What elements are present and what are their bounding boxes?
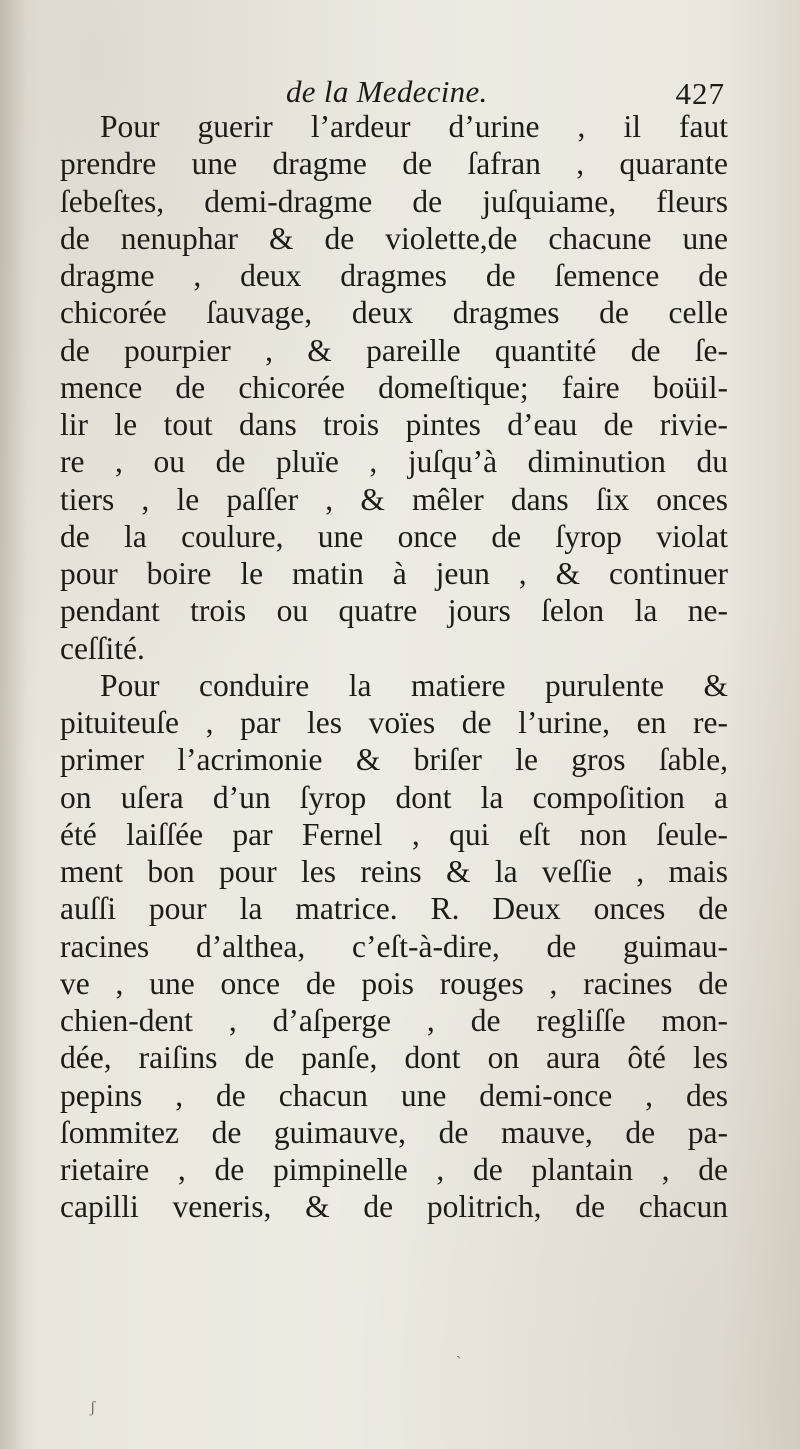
- text-line: Pour guerir l’ardeur d’urine , il faut: [100, 109, 728, 144]
- text-line: capilli veneris, & de politrich, de chacun: [60, 1189, 728, 1225]
- paper-speck: ʃ: [90, 1399, 96, 1416]
- text-line: primer l’acrimonie & briſer le gros ſable,: [60, 742, 728, 778]
- text-line: ment bon pour les reins & la veſſie , mais: [60, 854, 728, 889]
- gutter-shadow: [0, 0, 26, 1449]
- text-line: dragme , deux dragmes de ſemence de: [60, 258, 728, 293]
- text-line: mence de chicorée domeſtique; faire boüil-: [60, 369, 728, 405]
- text-line: de nenuphar & de violette,de chacune une: [60, 220, 728, 256]
- text-line: on uſera d’un ſyrop dont la compoſition a: [60, 779, 728, 815]
- text-line: auſſi pour la matrice. R. Deux onces de: [60, 891, 728, 927]
- text-line: pendant trois ou quatre jours ſelon la ne-: [60, 593, 728, 629]
- text-line: de la coulure, une once de ſyrop violat: [60, 518, 728, 554]
- text-line: pepins , de chacun une demi-once , des: [60, 1077, 728, 1113]
- text-line: été laiſſée par Fernel , qui eſt non ſeule-: [60, 816, 728, 852]
- text-line: ceſſité.: [60, 630, 145, 666]
- text-line: chien-dent , d’aſperge , de regliſſe mon-: [60, 1003, 728, 1038]
- paragraph-2: [60, 667, 728, 1226]
- text-line: rietaire , de pimpinelle , de plantain , de: [60, 1152, 728, 1187]
- text-line: Pour conduire la matiere purulente &: [100, 667, 728, 703]
- body-text: [60, 108, 728, 1226]
- text-line: pour boire le matin à jeun , & continuer: [60, 556, 728, 591]
- text-line: ſommitez de guimauve, de mauve, de pa-: [60, 1114, 728, 1150]
- text-line: chicorée ſauvage, deux dragmes de celle: [60, 295, 728, 331]
- text-line: racines d’althea, c’eſt-à-dire, de guimau-: [60, 928, 728, 964]
- page-number: 427: [675, 76, 725, 111]
- text-line: dée, raiſins de panſe, dont on aura ôté les: [60, 1040, 728, 1076]
- text-line: re , ou de pluïe , juſqu’à diminution du: [60, 444, 728, 480]
- text-line: de pourpier , & pareille quantité de ſe-: [60, 332, 728, 368]
- running-head: [60, 72, 725, 112]
- text-line: pituiteuſe , par les voïes de l’urine, en re-: [60, 705, 728, 740]
- running-title: de la Medecine.: [286, 74, 488, 109]
- paragraph-1: [60, 108, 728, 667]
- paper-speck: ˎ: [456, 1342, 462, 1359]
- text-line: ſebeſtes, demi-dragme de juſquiame, fleurs: [60, 183, 728, 219]
- text-line: ve , une once de pois rouges , racines de: [60, 965, 728, 1001]
- text-line: tiers , le paſſer , & mêler dans ſix onces: [60, 481, 728, 517]
- text-line: prendre une dragme de ſafran , quarante: [60, 146, 728, 182]
- text-line: lir le tout dans trois pintes d’eau de rivie-: [60, 407, 728, 442]
